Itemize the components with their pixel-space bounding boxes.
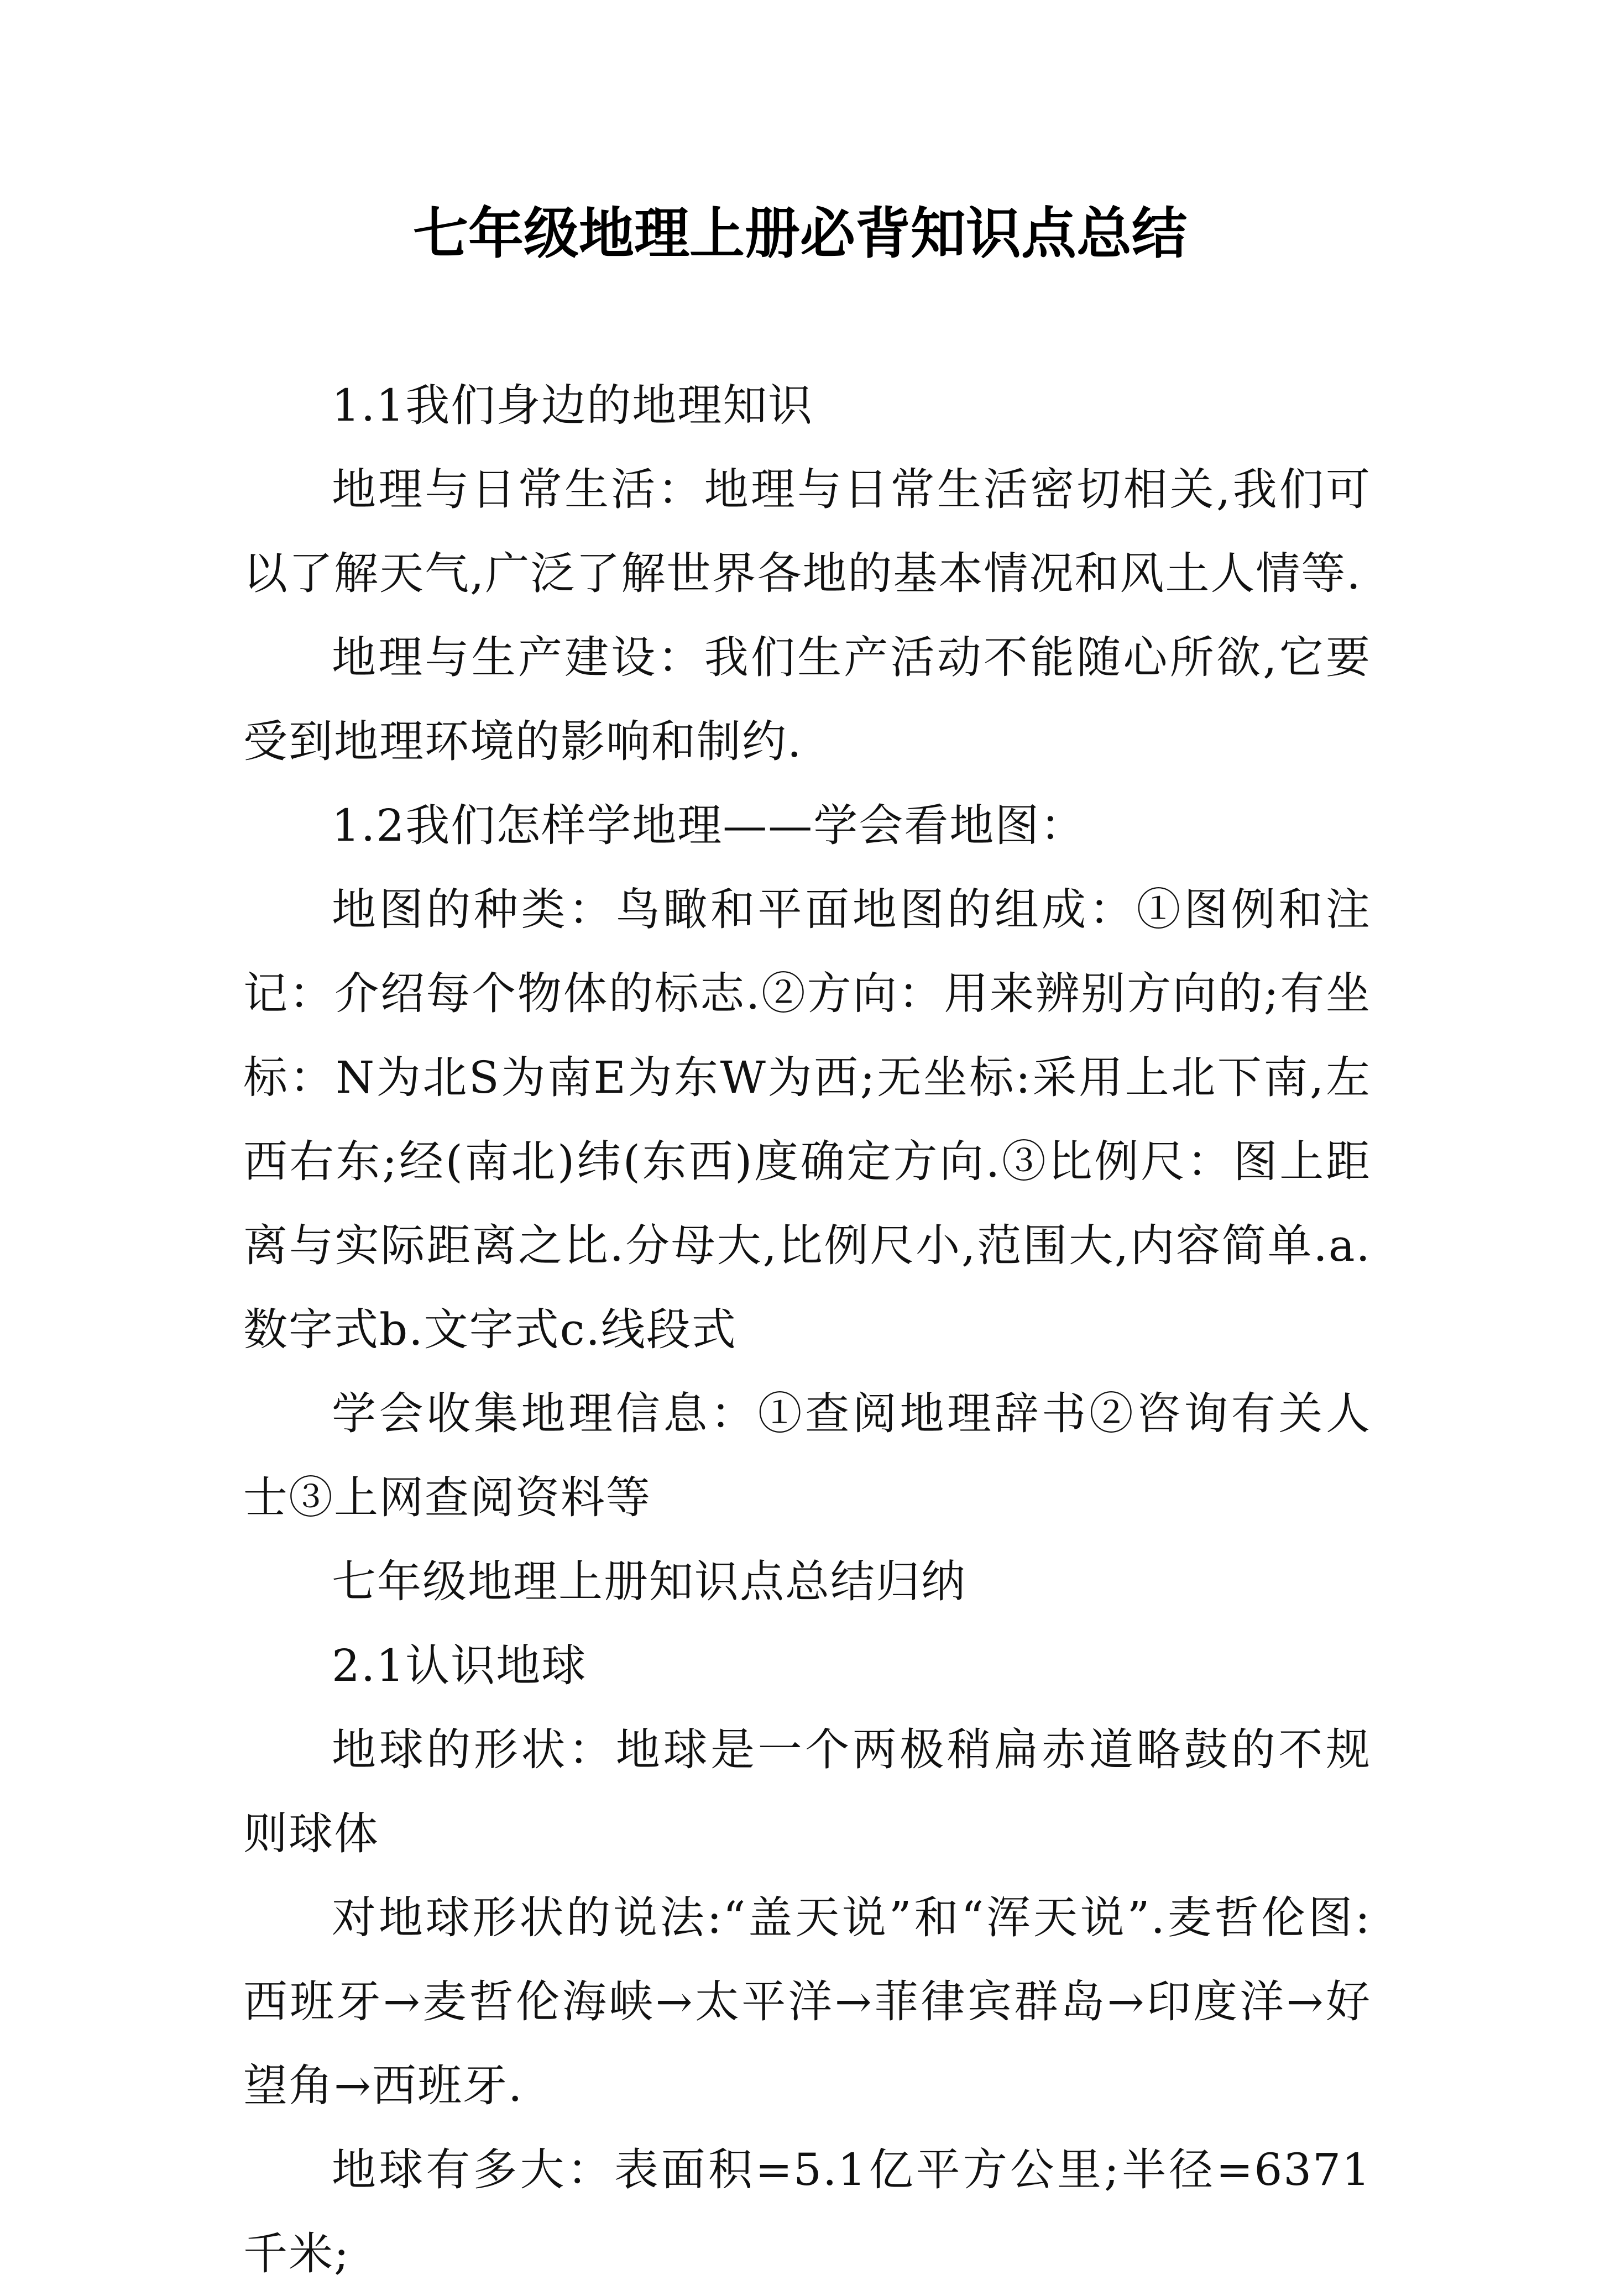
- paragraph-earth-shape: 地球的形状：地球是一个两极稍扁赤道略鼓的不规则球体: [243, 1724, 1371, 1859]
- section-heading-1-2: 1.2我们怎样学地理——学会看地图：: [332, 800, 1086, 851]
- section-heading-1-1: 1.1我们身边的地理知识: [332, 380, 814, 431]
- paragraph-daily-life: 地理与日常生活：地理与日常生活密切相关,我们可以了解天气,广泛了解世界各地的基本情况和风土人情等.: [243, 464, 1371, 599]
- document-body: [243, 364, 1371, 2296]
- document-title: 七年级地理上册必背知识点总结: [413, 201, 1187, 266]
- paragraph-production: 地理与生产建设：我们生产活动不能随心所欲,它要受到地理环境的影响和制约.: [243, 632, 1371, 767]
- paragraph-collect-info: 学会收集地理信息：①查阅地理辞书②咨询有关人士③上网查阅资料等: [243, 1388, 1371, 1523]
- paragraph-earth-theories: 对地球形状的说法:“盖天说”和“浑天说”.麦哲伦图:西班牙→麦哲伦海峡→太平洋→菲律宾群岛→印度洋→好望角→西班牙.: [243, 1892, 1371, 2111]
- paragraph-map-types: 地图的种类：鸟瞰和平面地图的组成：①图例和注记：介绍每个物体的标志.②方向：用来辨别方向的;有坐标：N为北S为南E为东W为西;无坐标:采用上北下南,左西右东;经(南北)纬(东西)度确定方向.③比例尺：图上距离与实际距离之比.分母大,比例尺小,范围大,内容简单.a.数字式b.文字式c.线段式: [243, 884, 1371, 1355]
- paragraph-earth-size: 地球有多大：表面积=5.1亿平方公里;半径=6371千米;: [243, 2144, 1371, 2279]
- section-heading-2-1: 2.1认识地球: [332, 1640, 587, 1691]
- section-subtitle-summary: 七年级地理上册知识点总结归纳: [332, 1556, 966, 1607]
